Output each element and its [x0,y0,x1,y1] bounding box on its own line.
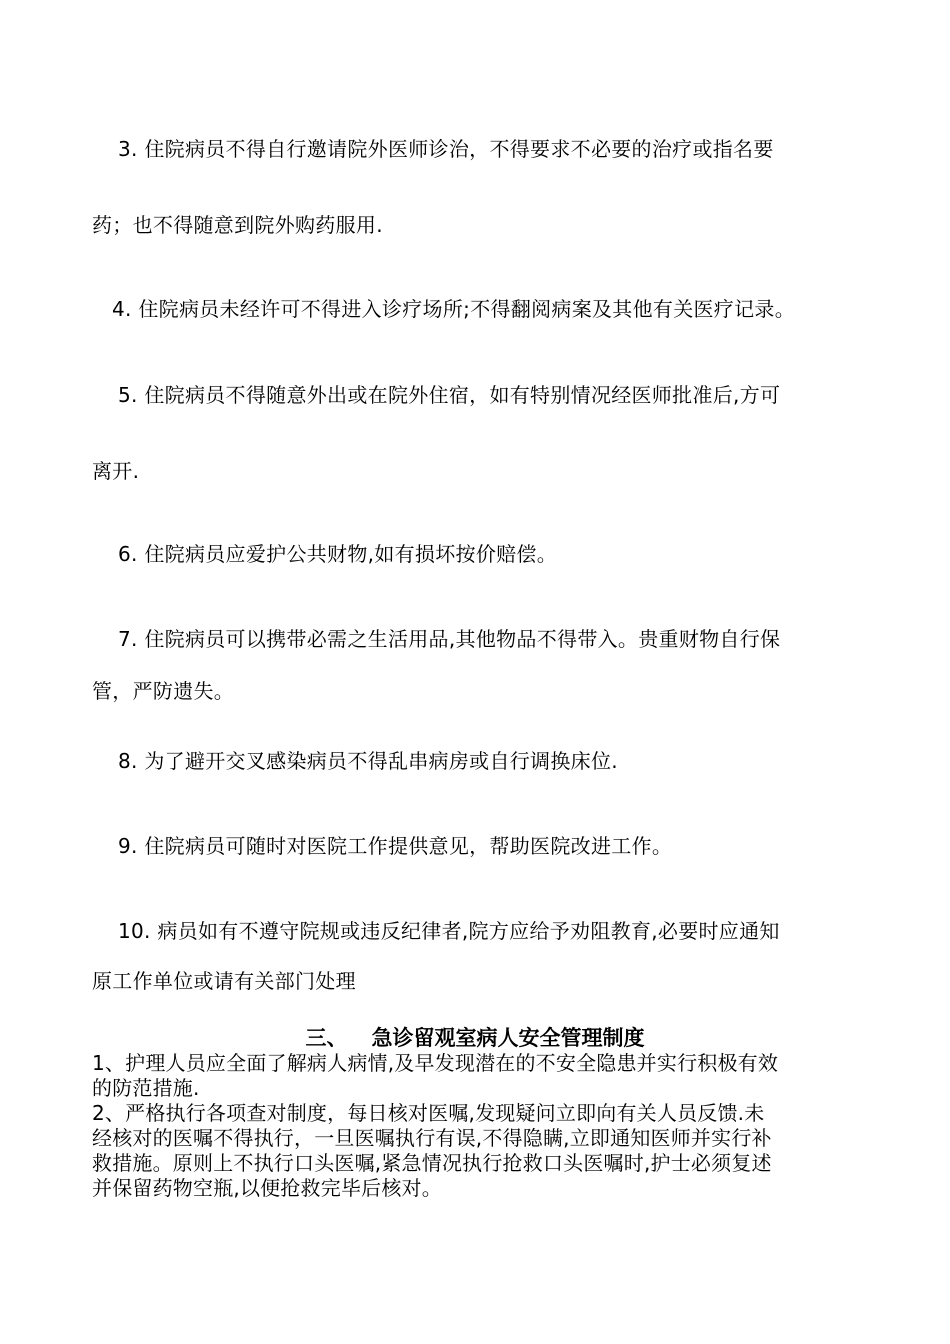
rule-number: 6. [118,542,138,566]
rule-text: 离开. [92,459,140,483]
rule-text: 病员如有不遵守院规或违反纪律者,院方应给予劝阻教育,必要时应通知 [157,919,780,943]
rule-text: 住院病员不得随意外出或在院外住宿，如有特别情况经医师批准后,方可 [144,383,781,407]
rule-text: 住院病员未经许可不得进入诊疗场所;不得翻阅病案及其他有关医疗记录。 [138,297,795,321]
rule-text: 住院病员应爱护公共财物,如有损坏按价赔偿。 [144,542,558,566]
rule-5-line-1 [118,382,780,408]
rule-text: 住院病员可随时对医院工作提供意见，帮助医院改进工作。 [144,834,673,858]
rule-3-line-2 [92,212,383,238]
rule-number: 10. [118,919,151,943]
rule-text: 药；也不得随意到院外购药服用. [92,213,383,237]
rule-number: 3. [118,137,138,161]
rule-7-line-2 [92,678,234,704]
section-line-6: 并保留药物空瓶,以便抢救完毕后核对。 [92,1176,442,1200]
rule-8-line-1 [118,748,618,774]
rule-5-line-2 [92,458,139,484]
section-line-5: 救措施。原则上不执行口头医嘱,紧急情况执行抢救口头医嘱时,护士必须复述 [92,1151,772,1175]
rule-10-line-1 [118,918,780,944]
rule-4-line-1 [112,296,795,322]
rule-3-line-1 [118,136,774,162]
rule-text: 住院病员可以携带必需之生活用品,其他物品不得带入。贵重财物自行保 [144,627,781,651]
rule-text: 原工作单位或请有关部门处理 [92,969,356,993]
rule-number: 4. [112,297,132,321]
section-line-3: 2、严格执行各项查对制度，每日核对医嘱,发现疑问立即向有关人员反馈.未 [92,1101,765,1125]
rule-number: 9. [118,834,138,858]
rule-text: 为了避开交叉感染病员不得乱串病房或自行调换床位. [144,749,618,773]
rule-text: 管，严防遗失。 [92,679,235,703]
rule-9-line-1 [118,833,672,859]
section-line-1: 1、护理人员应全面了解病人病情,及早发现潜在的不安全隐患并实行积极有效 [92,1051,779,1075]
rule-number: 7. [118,627,138,651]
rule-number: 8. [118,749,138,773]
section-line-2: 的防范措施. [92,1076,200,1100]
section-number: 三、 [305,1026,348,1050]
rule-10-line-2 [92,968,356,994]
rule-number: 5. [118,383,138,407]
section-title: 急诊留观室病人安全管理制度 [371,1026,645,1050]
rule-text: 住院病员不得自行邀请院外医师诊治，不得要求不必要的治疗或指名要 [144,137,774,161]
rule-7-line-1 [118,626,780,652]
rule-6-line-1 [118,541,557,567]
section-heading [0,1024,950,1052]
section-line-4: 经核对的医嘱不得执行，一旦医嘱执行有误,不得隐瞒,立即通知医师并实行补 [92,1126,772,1150]
